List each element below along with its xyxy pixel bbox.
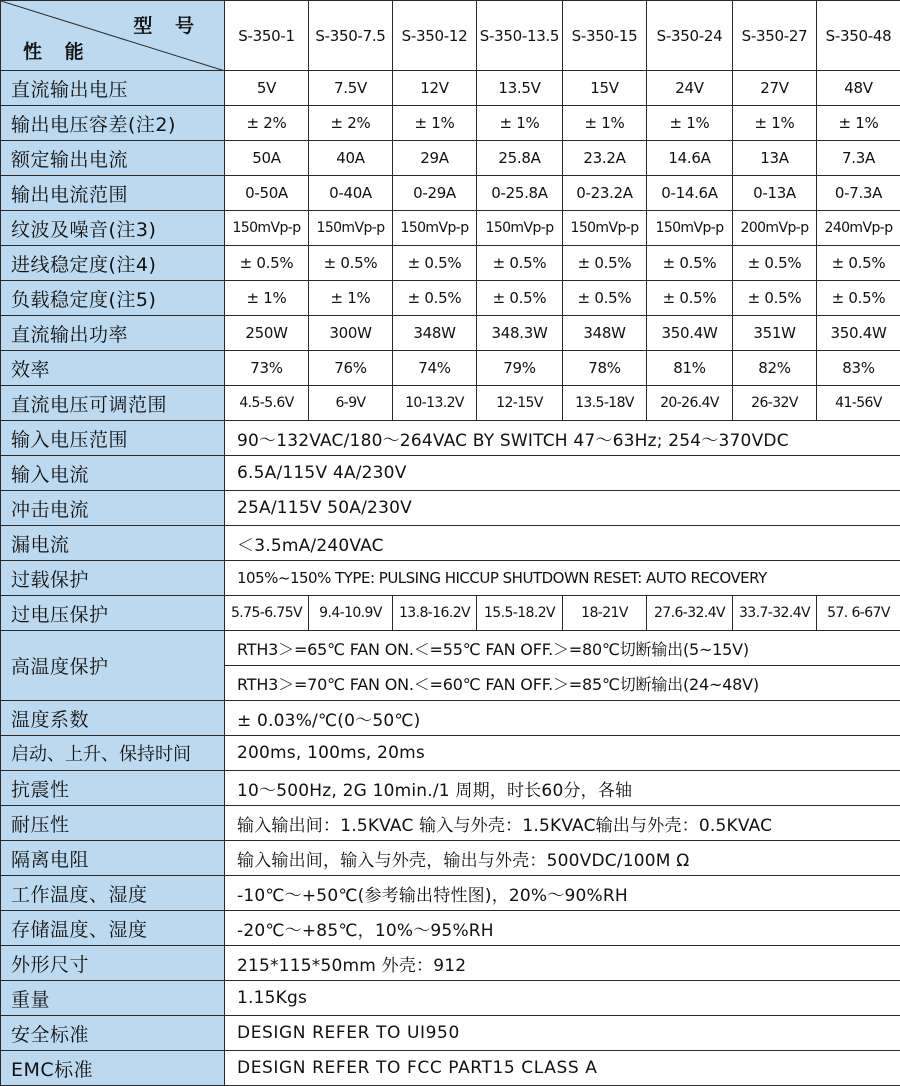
- row-label: 温度系数: [1, 701, 225, 736]
- cell: 12V: [393, 71, 477, 106]
- row-label: 安全标准: [1, 1016, 225, 1051]
- cell: ± 0.5%: [225, 246, 309, 281]
- row-label: 重量: [1, 981, 225, 1016]
- cell: 5.75-6.75V: [225, 596, 309, 631]
- cell: 4.5-5.6V: [225, 386, 309, 421]
- model-header: S-350-48: [817, 1, 900, 71]
- row-input-voltage: [1, 421, 900, 456]
- cell: 83%: [817, 351, 900, 386]
- cell: 300W: [309, 316, 393, 351]
- row-label: 输出电流范围: [1, 176, 225, 211]
- cell: ± 0.5%: [477, 281, 563, 316]
- row-current-range: [1, 176, 900, 211]
- cell: 6-9V: [309, 386, 393, 421]
- cell: 82%: [733, 351, 817, 386]
- row-temp-coefficient: [1, 701, 900, 736]
- cell: 0-40A: [309, 176, 393, 211]
- cell: ± 0.5%: [563, 246, 647, 281]
- cell: 14.6A: [647, 141, 733, 176]
- cell: 57. 6-67V: [817, 596, 900, 631]
- row-label: 冲击电流: [1, 491, 225, 526]
- cell: ± 1%: [817, 106, 900, 141]
- cell: 76%: [309, 351, 393, 386]
- row-startup-time: [1, 736, 900, 771]
- row-storage-temp: [1, 911, 900, 946]
- cell: 350.4W: [817, 316, 900, 351]
- row-label: 输入电压范围: [1, 421, 225, 456]
- cell: ± 1%: [225, 281, 309, 316]
- cell: ± 0.5%: [733, 246, 817, 281]
- cell: 27V: [733, 71, 817, 106]
- row-leakage-current: [1, 526, 900, 561]
- cell: 0-13A: [733, 176, 817, 211]
- cell: 0-29A: [393, 176, 477, 211]
- cell: 200mVp-p: [733, 211, 817, 246]
- cell: 0-7.3A: [817, 176, 900, 211]
- row-label: 过载保护: [1, 561, 225, 596]
- cell: 1.15Kgs: [225, 981, 900, 1016]
- cell: 150mVp-p: [563, 211, 647, 246]
- row-dimensions: [1, 946, 900, 981]
- cell: 23.2A: [563, 141, 647, 176]
- row-label: EMC标准: [1, 1051, 225, 1086]
- cell: 25A/115V 50A/230V: [225, 491, 900, 526]
- row-label: 负载稳定度(注5): [1, 281, 225, 316]
- model-header: S-350-13.5: [477, 1, 563, 71]
- cell: 73%: [225, 351, 309, 386]
- row-label: 直流输出电压: [1, 71, 225, 106]
- model-heading: 型 号: [133, 15, 202, 37]
- cell: 10～500Hz, 2G 10min./1 周期，时长60分，各轴: [225, 771, 900, 806]
- cell: ± 1%: [647, 106, 733, 141]
- cell: ± 0.5%: [309, 246, 393, 281]
- cell: ± 1%: [309, 281, 393, 316]
- row-emc-standard: [1, 1051, 900, 1086]
- row-input-current: [1, 456, 900, 491]
- cell: ± 0.5%: [563, 281, 647, 316]
- cell: 12-15V: [477, 386, 563, 421]
- cell: 29A: [393, 141, 477, 176]
- cell: 7.5V: [309, 71, 393, 106]
- cell: RTH3＞=70℃ FAN ON.＜=60℃ FAN OFF.＞=85℃切断输出(24~48V): [225, 666, 900, 701]
- cell: ＜3.5mA/240VAC: [225, 526, 900, 561]
- cell: 150mVp-p: [225, 211, 309, 246]
- row-label: 过电压保护: [1, 596, 225, 631]
- cell: ± 2%: [225, 106, 309, 141]
- cell: 输入输出间，输入与外壳，输出与外壳：500VDC/100M Ω: [225, 841, 900, 876]
- model-header: S-350-12: [393, 1, 477, 71]
- model-header: S-350-15: [563, 1, 647, 71]
- model-header: S-350-1: [225, 1, 309, 71]
- performance-heading: 性 能: [23, 41, 92, 63]
- row-label: 输出电压容差(注2): [1, 106, 225, 141]
- cell: RTH3＞=65℃ FAN ON.＜=55℃ FAN OFF.＞=80℃切断输出(5~15V): [225, 631, 900, 666]
- row-label: 抗震性: [1, 771, 225, 806]
- cell: 351W: [733, 316, 817, 351]
- row-label: 耐压性: [1, 806, 225, 841]
- row-rated-current: [1, 141, 900, 176]
- cell: ± 0.5%: [477, 246, 563, 281]
- row-label: 直流电压可调范围: [1, 386, 225, 421]
- cell: 150mVp-p: [477, 211, 563, 246]
- cell: 90～132VAC/180～264VAC BY SWITCH 47～63Hz; 254～370VDC: [225, 421, 900, 456]
- row-label: 工作温度、湿度: [1, 876, 225, 911]
- cell: ± 1%: [563, 106, 647, 141]
- row-withstand-voltage: [1, 806, 900, 841]
- cell: 50A: [225, 141, 309, 176]
- cell: 0-25.8A: [477, 176, 563, 211]
- row-safety-standard: [1, 1016, 900, 1051]
- cell: 0-50A: [225, 176, 309, 211]
- cell: 350.4W: [647, 316, 733, 351]
- cell: 348.3W: [477, 316, 563, 351]
- cell: 13.5-18V: [563, 386, 647, 421]
- cell: 0-14.6A: [647, 176, 733, 211]
- row-working-temp: [1, 876, 900, 911]
- row-overload-protection: [1, 561, 900, 596]
- cell: ± 0.5%: [733, 281, 817, 316]
- cell: 27.6-32.4V: [647, 596, 733, 631]
- row-inrush-current: [1, 491, 900, 526]
- row-label: 额定输出电流: [1, 141, 225, 176]
- cell: 150mVp-p: [393, 211, 477, 246]
- row-label: 纹波及噪音(注3): [1, 211, 225, 246]
- cell: 26-32V: [733, 386, 817, 421]
- row-label: 效率: [1, 351, 225, 386]
- cell: 348W: [393, 316, 477, 351]
- row-label: 输入电流: [1, 456, 225, 491]
- cell: 200ms, 100ms, 20ms: [225, 736, 900, 771]
- row-label: 高温度保护: [1, 631, 225, 701]
- cell: -20℃～+85℃，10%～95%RH: [225, 911, 900, 946]
- cell: 81%: [647, 351, 733, 386]
- cell: 10-13.2V: [393, 386, 477, 421]
- row-ripple-noise: [1, 211, 900, 246]
- cell: 18-21V: [563, 596, 647, 631]
- cell: ± 0.5%: [393, 281, 477, 316]
- row-line-regulation: [1, 246, 900, 281]
- row-output-power: [1, 316, 900, 351]
- cell: 24V: [647, 71, 733, 106]
- header-row: [1, 1, 900, 71]
- cell: 输入输出间：1.5KVAC 输入与外壳：1.5KVAC输出与外壳：0.5KVAC: [225, 806, 900, 841]
- cell: 6.5A/115V 4A/230V: [225, 456, 900, 491]
- cell: 13.5V: [477, 71, 563, 106]
- cell: 348W: [563, 316, 647, 351]
- corner-cell: [1, 1, 225, 71]
- row-label: 外形尺寸: [1, 946, 225, 981]
- model-header: S-350-24: [647, 1, 733, 71]
- row-label: 直流输出功率: [1, 316, 225, 351]
- cell: 41-56V: [817, 386, 900, 421]
- cell: 78%: [563, 351, 647, 386]
- row-label: 存储温度、湿度: [1, 911, 225, 946]
- cell: 33.7-32.4V: [733, 596, 817, 631]
- row-dc-output-voltage: [1, 71, 900, 106]
- cell: 240mVp-p: [817, 211, 900, 246]
- cell: 25.8A: [477, 141, 563, 176]
- cell: 7.3A: [817, 141, 900, 176]
- row-voltage-tolerance: [1, 106, 900, 141]
- cell: ± 1%: [477, 106, 563, 141]
- cell: 150mVp-p: [647, 211, 733, 246]
- cell: DESIGN REFER TO UI950: [225, 1016, 900, 1051]
- cell: ± 0.03%/℃(0～50℃): [225, 701, 900, 736]
- cell: 15V: [563, 71, 647, 106]
- cell: ± 0.5%: [393, 246, 477, 281]
- cell: 48V: [817, 71, 900, 106]
- cell: 0-23.2A: [563, 176, 647, 211]
- model-header: S-350-7.5: [309, 1, 393, 71]
- cell: ± 0.5%: [817, 246, 900, 281]
- cell: 105%~150% TYPE: PULSING HICCUP SHUTDOWN RESET: AUTO RECOVERY: [225, 561, 900, 596]
- cell: 13.8-16.2V: [393, 596, 477, 631]
- model-header: S-350-27: [733, 1, 817, 71]
- cell: ± 1%: [393, 106, 477, 141]
- row-isolation-resistance: [1, 841, 900, 876]
- row-label: 隔离电阻: [1, 841, 225, 876]
- cell: -10℃～+50℃(参考输出特性图)，20%～90%RH: [225, 876, 900, 911]
- cell: 150mVp-p: [309, 211, 393, 246]
- row-load-regulation: [1, 281, 900, 316]
- row-vibration: [1, 771, 900, 806]
- cell: 74%: [393, 351, 477, 386]
- row-overtemp-protection: [1, 631, 900, 666]
- row-overvoltage-protection: [1, 596, 900, 631]
- row-label: 漏电流: [1, 526, 225, 561]
- cell: 20-26.4V: [647, 386, 733, 421]
- cell: 5V: [225, 71, 309, 106]
- cell: ± 0.5%: [817, 281, 900, 316]
- cell: 40A: [309, 141, 393, 176]
- cell: 250W: [225, 316, 309, 351]
- cell: 79%: [477, 351, 563, 386]
- row-weight: [1, 981, 900, 1016]
- cell: 15.5-18.2V: [477, 596, 563, 631]
- cell: DESIGN REFER TO FCC PART15 CLASS A: [225, 1051, 900, 1086]
- row-label: 启动、上升、保持时间: [1, 736, 225, 771]
- cell: ± 1%: [733, 106, 817, 141]
- row-label: 进线稳定度(注4): [1, 246, 225, 281]
- row-adjust-range: [1, 386, 900, 421]
- cell: 9.4-10.9V: [309, 596, 393, 631]
- cell: ± 0.5%: [647, 246, 733, 281]
- cell: ± 2%: [309, 106, 393, 141]
- cell: ± 0.5%: [647, 281, 733, 316]
- cell: 215*115*50mm 外壳：912: [225, 946, 900, 981]
- row-efficiency: [1, 351, 900, 386]
- cell: 13A: [733, 141, 817, 176]
